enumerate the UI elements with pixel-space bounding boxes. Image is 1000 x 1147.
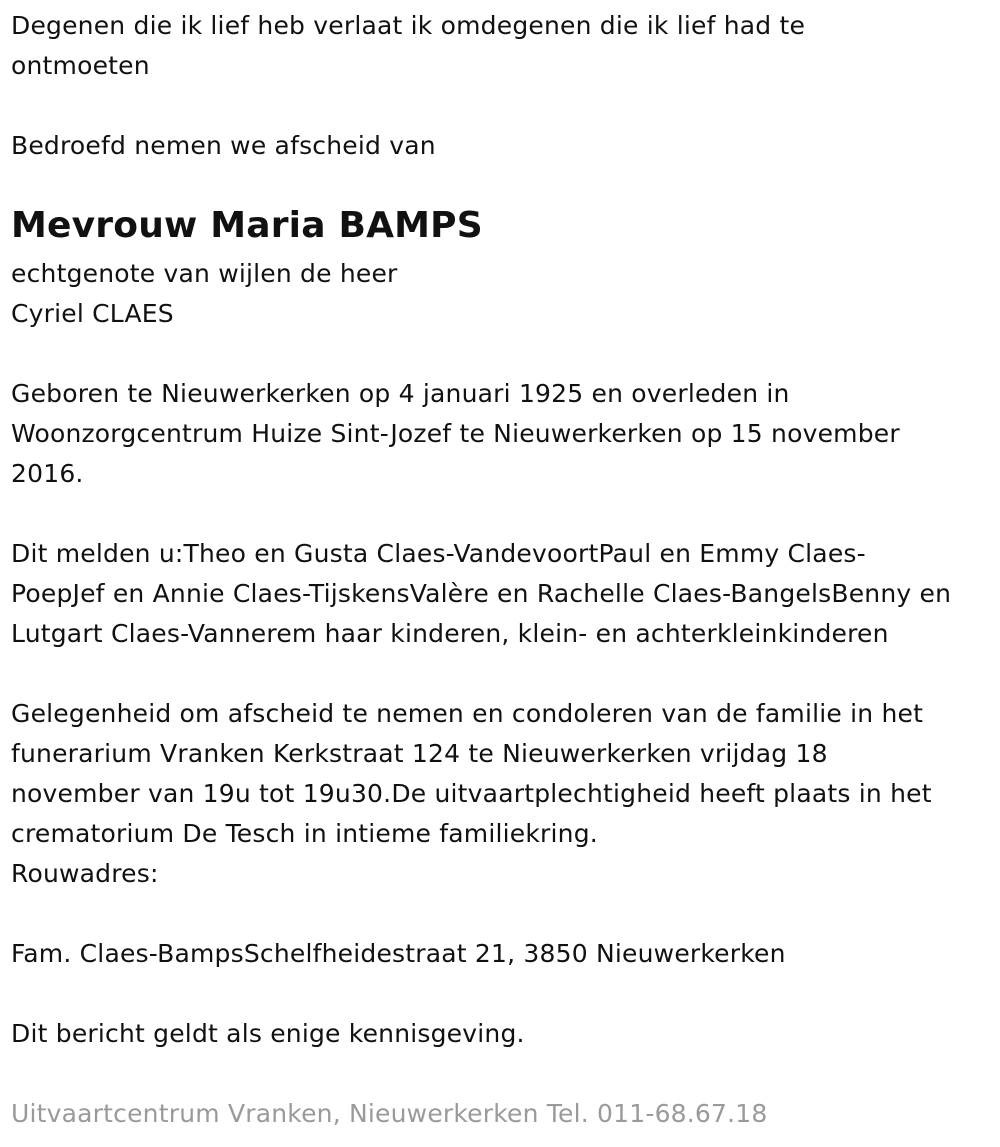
visitation-line-1: Gelegenheid om afscheid te nemen en condoleren van de familie in het — [11, 699, 924, 728]
intro-text: Bedroefd nemen we afscheid van — [11, 131, 436, 160]
visitation-line-4: crematorium De Tesch in intieme familiekring. — [11, 819, 598, 848]
birth-death-line-1: Geboren te Nieuwerkerken op 4 januari 1925 en overleden in — [11, 379, 790, 408]
visitation-line-2: funerarium Vranken Kerkstraat 124 te Nieuwerkerken vrijdag 18 — [11, 739, 828, 768]
mourning-address-label: Rouwadres: — [11, 859, 159, 888]
birth-death-details — [11, 374, 900, 494]
memorial-quote — [11, 6, 805, 86]
family-line-1: Dit melden u:Theo en Gusta Claes-VandevoortPaul en Emmy Claes- — [11, 539, 866, 568]
family-line-3: Lutgart Claes-Vannerem haar kinderen, klein- en achterkleinkinderen — [11, 619, 889, 648]
deceased-name: Mevrouw Maria BAMPS — [11, 205, 483, 246]
quote-line-1: Degenen die ik lief heb verlaat ik omdegenen die ik lief had te — [11, 11, 806, 40]
notice-text: Dit bericht geldt als enige kennisgeving. — [11, 1019, 525, 1048]
quote-line-2: ontmoeten — [11, 51, 150, 80]
family-line-2: PoepJef en Annie Claes-TijskensValère en Rachelle Claes-BangelsBenny en — [11, 579, 952, 608]
birth-death-line-2: Woonzorgcentrum Huize Sint-Jozef te Nieuwerkerken op 15 november — [11, 419, 900, 448]
visitation-line-3: november van 19u tot 19u30.De uitvaartplechtigheid heeft plaats in het — [11, 779, 932, 808]
funeral-home-footer: Uitvaartcentrum Vranken, Nieuwerkerken Tel. 011-68.67.18 — [11, 1099, 768, 1128]
visitation-details — [11, 694, 932, 894]
spouse-relation — [11, 254, 398, 334]
birth-death-line-3: 2016. — [11, 459, 84, 488]
mourning-address: Fam. Claes-BampsSchelfheidestraat 21, 3850 Nieuwerkerken — [11, 939, 786, 968]
family-announcement — [11, 534, 951, 654]
relation-line-1: echtgenote van wijlen de heer — [11, 259, 398, 288]
relation-line-2: Cyriel CLAES — [11, 299, 174, 328]
